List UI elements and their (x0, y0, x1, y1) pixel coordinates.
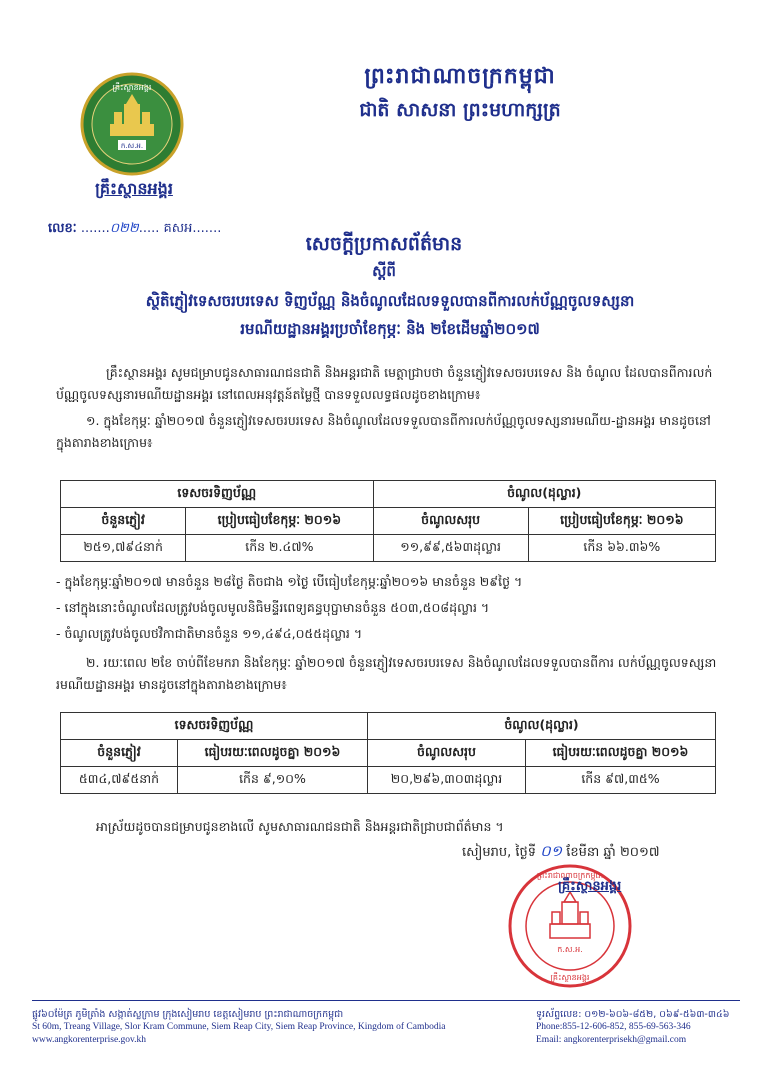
table-1-visitors-change: កើន ២.៤៧% (186, 535, 373, 562)
bullet-days-note: - ក្នុងខែកុម្ភៈឆ្នាំ២០១៧ មានចំនួន ២៨ថ្ងៃ តិចជាង ១ថ្ងៃ បើធៀបខែកុម្ភៈឆ្នាំ២០១៦ មានចំនួន ២៩ថ្ងៃ ។ (56, 574, 523, 589)
section-1-text: ១. ក្នុងខែកុម្ភៈ ឆ្នាំ២០១៧ ចំនួនភ្ញៀវទេសចរបរទេស និងចំណូលដែលទទួលបានពីការលក់ប័ណ្ណចូលទស្សនារមណីយ-ដ្ឋានអង្គរ មានដូចនៅក្នុងតារាងខាងក្រោម៖ (56, 413, 711, 450)
intro-paragraph: គ្រឹះស្ថានអង្គរ សូមជម្រាបជូនសាធារណជនជាតិ និងអន្តរជាតិ មេត្តាជ្រាបថា ចំនួនភ្ញៀវទេសចរបរទេស និង ចំណូល ដែលបានពីការលក់ប័ណ្ណចូលទស្សនារមណីយដ្ឋានអង្គរ នៅពេលអនុវត្តន៍តម្លៃថ្មី បានទទួលលទ្ធផលដូចខាងក្រោម៖ (56, 365, 713, 402)
signature-place: សៀមរាប, ថ្ងៃទី (462, 845, 537, 860)
bullet-hospital-fund: - នៅក្នុងនោះចំណូលដែលត្រូវបង់ចូលមូលនិធិមន្ទីរពេទ្យគន្ធបុប្ផាមានចំនួន ៥០៣,៥០៨ដុល្លារ ។ (56, 600, 490, 615)
table-2-col-visitors: ចំនួនភ្ញៀវ (61, 740, 178, 767)
table-1-col-visitors: ចំនួនភ្ញៀវ (61, 508, 186, 535)
title-about: ស្តីពី (372, 262, 396, 280)
table-1-visitors-value: ២៥១,៧៩៤នាក់ (61, 535, 186, 562)
table-1-col-compare-revenue: ប្រៀបធៀបខែកុម្ភៈ ២០១៦ (528, 508, 715, 535)
footer-address (32, 1008, 445, 1047)
temple-icon (550, 892, 590, 938)
table-1-revenue-change: កើន ៦៦.៣៦% (528, 535, 715, 562)
table-two-months (60, 712, 716, 794)
table-2-group-right: ចំណូល(ដុល្លារ) (367, 713, 715, 740)
section-2-text: ២. រយៈពេល ២ខែ ចាប់ពីខែមករា និងខែកុម្ភៈ ឆ្នាំ២០១៧ ចំនួនភ្ញៀវទេសចរបរទេស និងចំណូលដែលទទួលបានពីការ លក់ប័ណ្ណចូលទស្សនារមណីយដ្ឋានអង្គរ មានដូចនៅក្នុងតារាងខាងក្រោម៖ (56, 655, 717, 692)
footer-address-en: St 60m, Treang Village, Slor Kram Commune, Siem Reap City, Siem Reap Province, Kingdom of Cambodia (32, 1022, 446, 1032)
seal-outer-text: ព្រះរាជាណាចក្រកម្ពុជា (536, 871, 604, 880)
footer-email-link[interactable]: Email: angkorenterprisekh@gmail.com (536, 1035, 687, 1045)
table-2-visitors-value: ៥៣៤,៧៩៥នាក់ (61, 767, 178, 794)
seal-bottom-text: គ្រឹះស្ថានអង្គរ (550, 973, 590, 982)
table-2-revenue-change: កើន ៩៧,៣៥% (525, 767, 715, 794)
organization-name: គ្រឹះស្ថានអង្គរ (95, 179, 173, 198)
footer-contact (536, 1008, 729, 1047)
logo-bottom-text: ក.ស.អ. (120, 142, 144, 150)
table-2-revenue-value: ២០,២៩៦,៣០៣ដុល្លារ (367, 767, 525, 794)
national-motto: ជាតិ សាសនា ព្រះមហាក្សត្រ (359, 99, 561, 121)
organization-logo (80, 72, 184, 176)
reference-label: លេខៈ (48, 221, 77, 236)
logo-top-text: គ្រឹះស្ថានអង្គរ (112, 83, 152, 92)
document-title: សេចក្តីប្រកាសព័ត៌មាន (305, 233, 463, 255)
table-2-col-compare-visitors: ធៀបរយៈពេលដូចគ្នា ២០១៦ (177, 740, 367, 767)
kingdom-heading: ព្រះរាជាណាចក្រកម្ពុជា (364, 64, 556, 89)
footer-address-kh: ផ្លូវ៦០ម៉ែត្រ ភូមិត្រាំង សង្កាត់ស្លក្រាម ក្រុងសៀមរាប ខេត្តសៀមរាប ព្រះរាជាណាចក្រកម្ពុជា (32, 1009, 344, 1020)
signature-date (462, 842, 660, 864)
table-2-group-left: ទេសចរទិញប័ណ្ណ (61, 713, 368, 740)
closing-paragraph: អាស្រ័យដូចបានជម្រាបជូនខាងលើ សូមសាធារណជនជាតិ និងអន្តរជាតិជ្រាបជាព័ត៌មាន ។ (96, 819, 504, 834)
reference-number: លេខៈ .......០២២..... គសអ....... (48, 221, 222, 236)
table-1-group-right: ចំណូល(ដុល្លារ) (373, 481, 716, 508)
footer-divider (32, 1000, 740, 1001)
signature-month-year: ខែមីនា ឆ្នាំ ២០១៧ (566, 845, 660, 860)
subject-line-1: ស្ថិតិភ្ញៀវទេសចរបរទេស ទិញប័ណ្ណ និងចំណូលដែលទទួលបានពីការលក់ប័ណ្ណចូលទស្សនា (145, 292, 635, 310)
footer-phone-en: Phone:855-12-606-852, 855-69-563-346 (536, 1022, 691, 1032)
table-1-group-left: ទេសចរទិញប័ណ្ណ (61, 481, 374, 508)
table-2-col-compare-revenue: ធៀបរយៈពេលដូចគ្នា ២០១៦ (525, 740, 715, 767)
subject-line-2: រមណីយដ្ឋានអង្គរប្រចាំខែកុម្ភៈ និង ២ខែដើមឆ្នាំ២០១៧ (240, 320, 540, 338)
table-1-col-revenue: ចំណូលសរុប (373, 508, 528, 535)
table-2-col-revenue: ចំណូលសរុប (367, 740, 525, 767)
reference-suffix: គសអ (163, 221, 193, 236)
footer-phone-kh: ទូរស័ព្ទលេខ: ០១២-៦០៦-៨៥២, ០៦៩-៥៦៣-៣៤៦ (536, 1009, 730, 1020)
table-1-revenue-value: ១១,៩៩,៥៦៣ដុល្លារ (373, 535, 528, 562)
table-february (60, 480, 716, 562)
reference-value: ០២២ (109, 221, 139, 236)
signature-organization: គ្រឹះស្ថានអង្គរ (558, 879, 622, 894)
footer-website-link[interactable]: www.angkorenterprise.gov.kh (32, 1035, 147, 1045)
bullet-national-budget: - ចំណូលត្រូវបង់ចូលថវិកាជាតិមានចំនួន ១១,៤៩៤,០៥៥ដុល្លារ ។ (56, 626, 363, 641)
seal-center-text: ក.ស.អ. (557, 945, 583, 954)
table-2-visitors-change: កើន ៩,១០% (177, 767, 367, 794)
table-1-col-compare-visitors: ប្រៀបធៀបខែកុម្ភៈ ២០១៦ (186, 508, 373, 535)
signature-day: ០១ (540, 842, 563, 860)
